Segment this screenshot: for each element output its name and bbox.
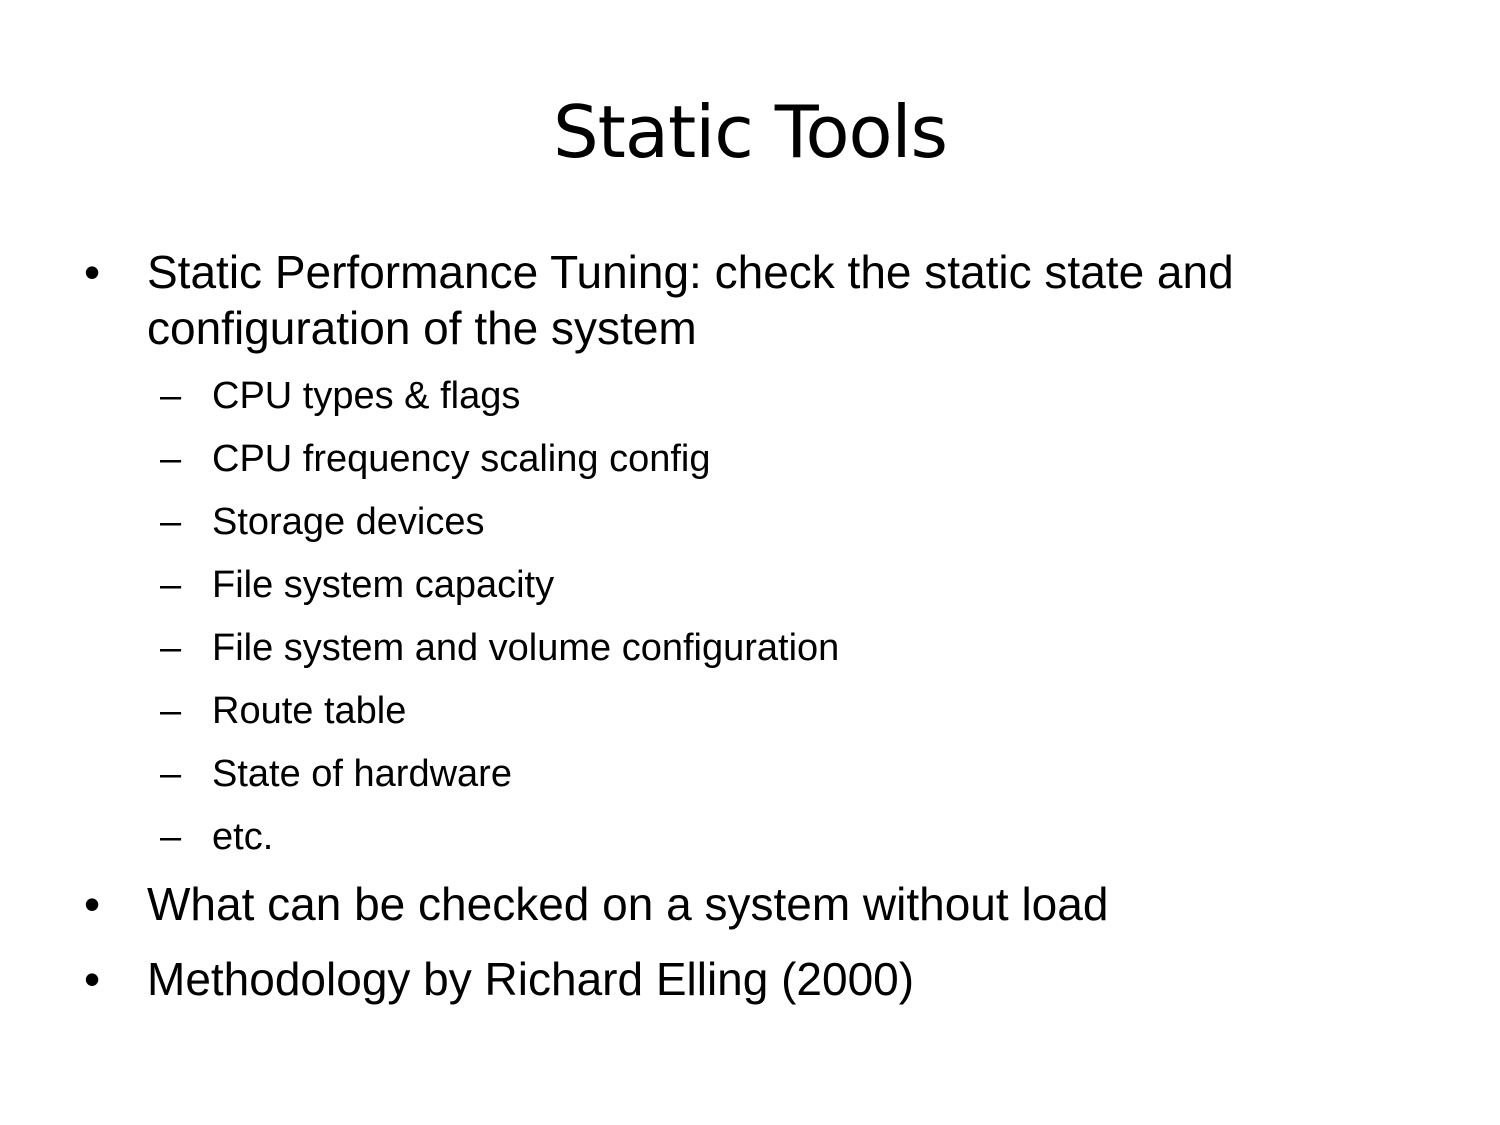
sub-bullet-marker: – bbox=[160, 375, 182, 417]
sub-bullet-item bbox=[160, 687, 1360, 735]
bullet-text: Static Performance Tuning: check the static state and configuration of the system bbox=[147, 246, 1234, 354]
sub-bullet-text: Route table bbox=[212, 690, 407, 732]
sub-bullet-text: File system capacity bbox=[212, 564, 555, 606]
sub-bullet-marker: – bbox=[160, 438, 182, 480]
bullet-item-without-load bbox=[84, 876, 1414, 932]
sub-bullet-marker: – bbox=[160, 501, 182, 543]
sub-bullet-marker: – bbox=[160, 690, 182, 732]
bullet-marker: • bbox=[84, 246, 101, 298]
slide-title: Static Tools bbox=[552, 90, 948, 174]
sub-bullet-text: State of hardware bbox=[212, 753, 512, 795]
sub-bullet-item bbox=[160, 372, 1360, 420]
sub-bullet-marker: – bbox=[160, 816, 182, 858]
bullet-text: What can be checked on a system without load bbox=[147, 878, 1109, 930]
sub-bullet-marker: – bbox=[160, 627, 182, 669]
bullet-text: Methodology by Richard Elling (2000) bbox=[147, 953, 915, 1005]
sub-bullet-item bbox=[160, 498, 1360, 546]
sub-bullet-text: File system and volume configuration bbox=[212, 627, 840, 669]
bullet-item-static-performance-tuning bbox=[84, 244, 1414, 356]
sub-bullet-text: CPU types & flags bbox=[212, 375, 521, 417]
sub-bullet-item bbox=[160, 435, 1360, 483]
sub-bullet-text: etc. bbox=[212, 816, 274, 858]
sub-bullet-text: Storage devices bbox=[212, 501, 485, 543]
sub-bullet-text: CPU frequency scaling config bbox=[212, 438, 711, 480]
sub-bullet-item bbox=[160, 750, 1360, 798]
sub-bullet-marker: – bbox=[160, 753, 182, 795]
bullet-item-methodology bbox=[84, 951, 1414, 1007]
sub-bullet-item bbox=[160, 813, 1360, 861]
sub-bullet-marker: – bbox=[160, 564, 182, 606]
bullet-marker: • bbox=[84, 953, 101, 1005]
bullet-marker: • bbox=[84, 878, 101, 930]
sub-bullet-item bbox=[160, 561, 1360, 609]
sub-bullet-item bbox=[160, 624, 1360, 672]
